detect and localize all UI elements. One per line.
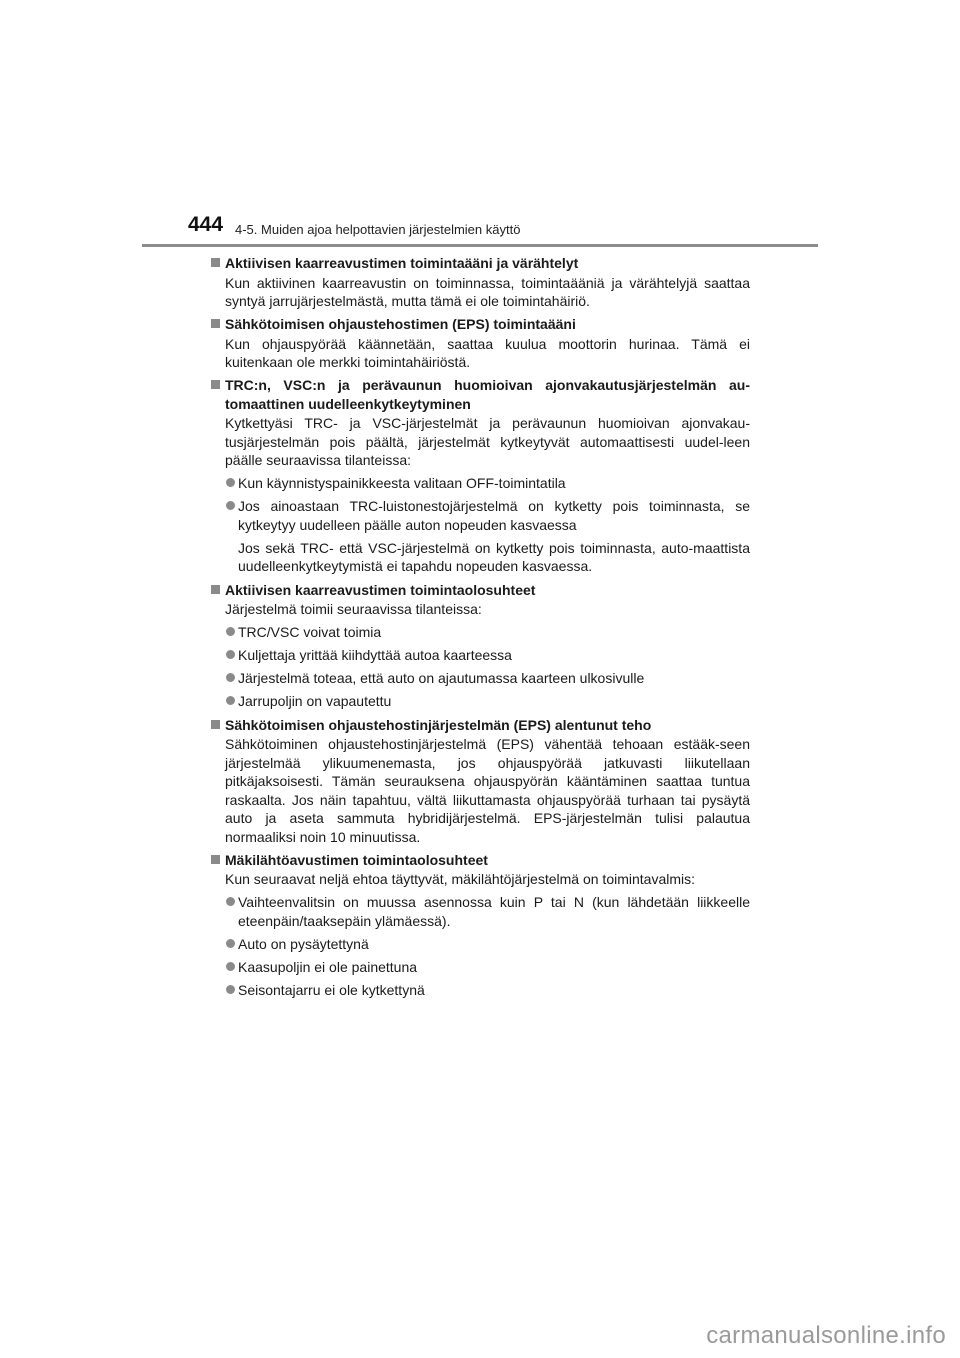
section-text: Kun seuraavat neljä ehtoa täyttyvät, mäkilähtöjärjestelmä on toimintavalmis: (225, 871, 696, 888)
section-hill-start-conditions (210, 851, 750, 1000)
section-text: Järjestelmä toimii seuraavissa tilanteissa: (225, 601, 482, 618)
list-item: Jos ainoastaan TRC-luistonestojärjestelmä on kytketty pois toiminnasta, se kytkeytyy uudelleen päälle auton nopeuden kasvaessa (210, 497, 750, 534)
bullet-note: Jos sekä TRC- että VSC-järjestelmä on kytketty pois toiminnasta, auto-maattista uudelleenkytkeytymistä ei tapahdu nopeuden kasvaessa. (238, 539, 750, 575)
page-content (210, 254, 750, 1004)
section-heading: Sähkötoimisen ohjaustehostinjärjestelmän (EPS) alentunut teho (210, 716, 750, 735)
round-bullet-icon (226, 696, 235, 705)
list-item: Vaihteenvalitsin on muussa asennossa kuin P tai N (kun lähdetään liikkeelle eteenpäin/taaksepäin ylämäessä). (210, 893, 750, 930)
section-heading: Sähkötoimisen ohjaustehostimen (EPS) toimintaääni (210, 315, 750, 334)
square-bullet-icon (211, 720, 220, 729)
round-bullet-icon (226, 501, 235, 510)
page-number: 444 (188, 213, 224, 236)
list-item: Jarrupoljin on vapautettu (210, 692, 750, 711)
watermark-link[interactable]: carmanualsonline.info (706, 1322, 946, 1349)
header-divider (142, 244, 818, 247)
list-item: Kuljettaja yrittää kiihdyttää autoa kaarteessa (210, 646, 750, 665)
list-item: Kaasupoljin ei ole painettuna (210, 958, 750, 977)
list-item: Auto on pysäytettynä (210, 935, 750, 954)
section-heading: TRC:n, VSC:n ja perävaunun huomioivan ajonvakautusjärjestelmän au-tomaattinen uudelleenkytkeytyminen (210, 376, 750, 413)
list-item: Järjestelmä toteaa, että auto on ajautumassa kaarteen ulkosivulle (210, 669, 750, 688)
list-item: Kun käynnistyspainikkeesta valitaan OFF-toimintatila (210, 474, 750, 493)
round-bullet-icon (226, 673, 235, 682)
section-active-cornering-conditions (210, 581, 750, 711)
section-eps-reduced-power (210, 716, 750, 847)
page-header (188, 213, 818, 247)
chapter-title: 4-5. Muiden ajoa helpottavien järjestelmien käyttö (235, 222, 521, 237)
section-text: Kytkettyäsi TRC- ja VSC-järjestelmät ja perävaunun huomioivan ajonvakau-tusjärjestelmän pois päältä, järjestelmät kytkeytyvät automaattisesti uudel-leen päälle seuraavissa tilanteissa: (225, 415, 750, 469)
section-heading: Mäkilähtöavustimen toimintaolosuhteet (210, 851, 750, 870)
square-bullet-icon (211, 855, 220, 864)
section-heading: Aktiivisen kaarreavustimen toimintaääni ja värähtelyt (210, 254, 750, 273)
round-bullet-icon (226, 627, 235, 636)
section-text: Kun ohjauspyörää käännetään, saattaa kuulua moottorin hurinaa. Tämä ei kuitenkaan ole merkki toimintahäiriöstä. (225, 335, 750, 371)
section-active-cornering-sound (210, 254, 750, 311)
round-bullet-icon (226, 650, 235, 659)
section-trc-vsc-reactivation (210, 376, 750, 576)
section-eps-sound (210, 315, 750, 372)
round-bullet-icon (226, 985, 235, 994)
section-text: Kun aktiivinen kaarreavustin on toiminnassa, toimintaääniä ja värähtelyjä saattaa syntyä jarrujärjestelmästä, mutta tämä ei ole toimintahäiriö. (225, 274, 750, 309)
square-bullet-icon (211, 319, 220, 328)
section-heading: Aktiivisen kaarreavustimen toimintaolosuhteet (210, 581, 750, 600)
list-item: Seisontajarru ei ole kytkettynä (210, 981, 750, 1000)
round-bullet-icon (226, 962, 235, 971)
square-bullet-icon (211, 585, 220, 594)
square-bullet-icon (211, 258, 220, 267)
section-text: Sähkötoiminen ohjaustehostinjärjestelmä (EPS) vähentää tehoaan estääk-seen järjestelmää ylikuumenemasta, jos ohjauspyörää jatkuvasti liikutellaan pitkäjaksoisesti. Tämän seurauksena ohjauspyörän kääntäminen saattaa tuntua raskaalta. Jos näin tapahtuu, vältä liikuttamasta ohjauspyörää turhaan tai pysäytä auto ja aseta sammuta hybridijärjestelmä. EPS-järjestelmän tulisi palautua normaaliksi noin 10 minuutissa. (225, 736, 750, 845)
list-item: TRC/VSC voivat toimia (210, 623, 750, 642)
square-bullet-icon (211, 380, 220, 389)
round-bullet-icon (226, 897, 235, 906)
round-bullet-icon (226, 939, 235, 948)
round-bullet-icon (226, 478, 235, 487)
